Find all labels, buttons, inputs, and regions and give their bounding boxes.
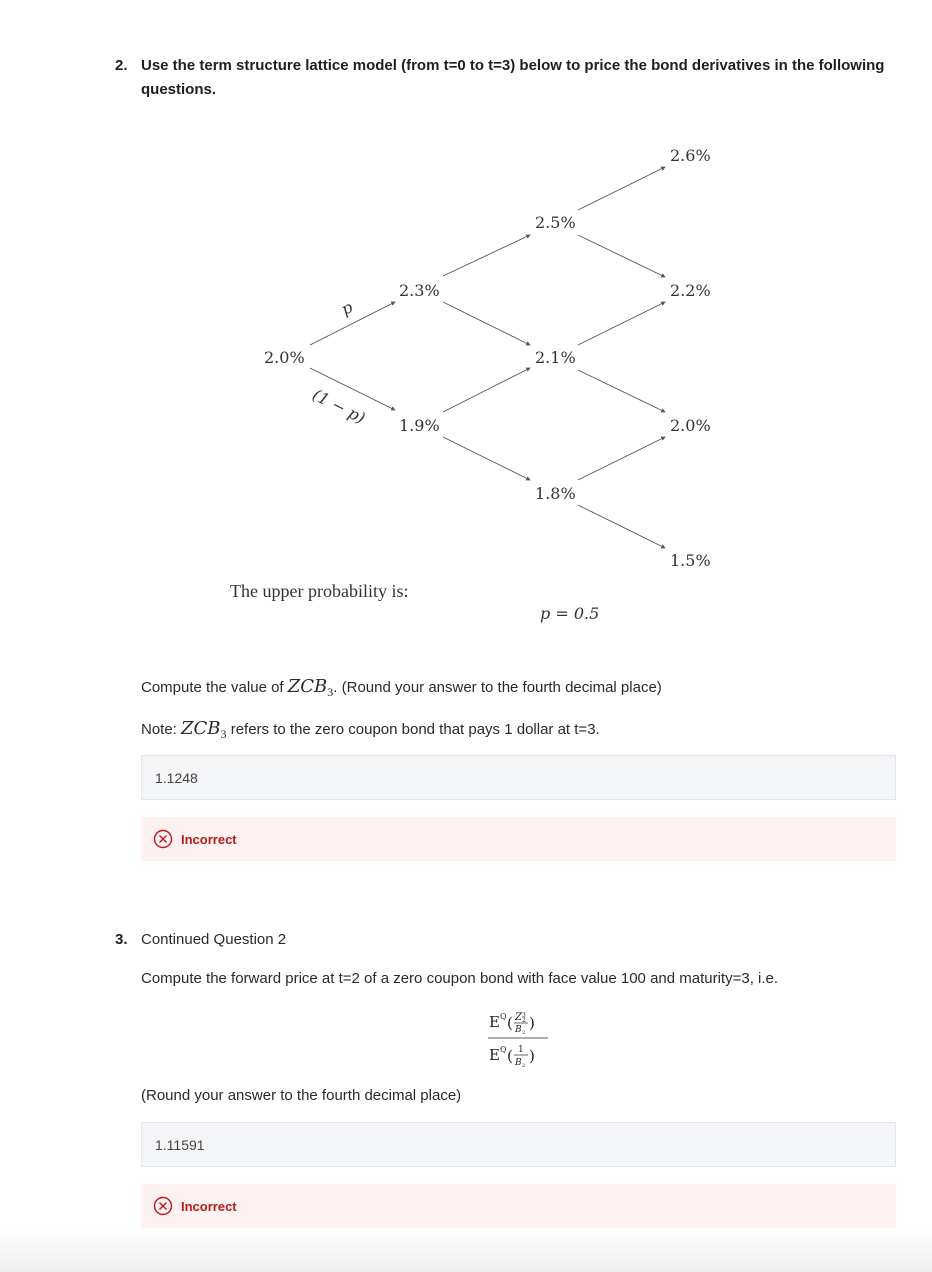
question-2-prompt — [141, 676, 662, 700]
edge-t1down-up — [443, 368, 530, 412]
prompt-zcb-subscript: 3 — [327, 685, 334, 699]
svg-text:E: E — [489, 1046, 500, 1064]
edge-t1up-up — [443, 235, 530, 276]
edge-up-probability-label: p — [338, 297, 356, 319]
svg-text:2: 2 — [522, 1017, 526, 1024]
incorrect-icon — [153, 1196, 173, 1216]
question-3-round-note: (Round your answer to the fourth decimal place) — [141, 1087, 462, 1104]
edge-t2ud-up — [578, 302, 665, 345]
edge-t1down-down — [443, 437, 530, 480]
node-t3-uud: 2.2% — [670, 281, 711, 300]
node-t3-uuu: 2.6% — [670, 146, 711, 165]
svg-text:Z: Z — [515, 1012, 522, 1023]
forward-price-formula-glyphs — [488, 1005, 552, 1073]
question-2-feedback-text: Incorrect — [181, 831, 237, 847]
node-t2-dd: 1.8% — [535, 484, 576, 503]
question-2-feedback — [141, 817, 896, 861]
question-3-number: 3. — [115, 931, 128, 948]
prompt-suffix: . (Round your answer to the fourth decimal place) — [333, 679, 662, 696]
svg-text:2: 2 — [522, 1063, 526, 1069]
question-2-title-line-2: questions. — [141, 81, 217, 98]
upper-probability-value: p = 0.5 — [540, 604, 600, 623]
edge-t2uu-up — [578, 167, 665, 210]
question-2-number: 2. — [115, 57, 128, 74]
edge-down-probability-label: (1 − p) — [309, 385, 369, 428]
node-t2-ud: 2.1% — [535, 348, 576, 367]
bottom-scroll-fade — [0, 1228, 932, 1272]
svg-text:(: ( — [507, 1047, 513, 1065]
edge-t2dd-down — [578, 505, 665, 548]
question-3-feedback-text: Incorrect — [181, 1198, 237, 1214]
edge-t1up-down — [443, 302, 530, 345]
upper-probability-label: The upper probability is: — [230, 581, 409, 601]
question-2-title-line-1: Use the term structure lattice model (from t=0 to t=3) below to price the bond derivatives in the following — [141, 57, 885, 74]
svg-text:1: 1 — [518, 1045, 524, 1055]
svg-text:3: 3 — [522, 1012, 526, 1019]
question-2-note — [141, 718, 600, 742]
node-t3-ddd: 1.5% — [670, 551, 711, 570]
node-t1-up: 2.3% — [399, 281, 440, 300]
svg-text:Q: Q — [500, 1012, 507, 1021]
prompt-zcb-symbol: ZCB — [287, 676, 328, 697]
note-zcb-symbol: ZCB — [181, 718, 221, 739]
forward-price-formula — [488, 1005, 552, 1073]
edge-t2dd-up — [578, 437, 665, 480]
svg-text:): ) — [529, 1014, 535, 1032]
question-3-feedback — [141, 1184, 896, 1228]
edge-t2uu-down — [578, 235, 665, 277]
note-prefix: Note: — [141, 721, 182, 738]
node-t3-udd: 2.0% — [670, 416, 711, 435]
node-t0: 2.0% — [264, 348, 305, 367]
svg-text:): ) — [529, 1047, 535, 1065]
note-zcb-subscript: 3 — [220, 727, 227, 741]
question-3-prompt: Compute the forward price at t=2 of a zero coupon bond with face value 100 and maturity=3, i.e. — [141, 970, 779, 987]
edge-t2ud-down — [578, 370, 665, 412]
question-3-answer-input[interactable]: 1.11591 — [141, 1122, 896, 1167]
question-2-answer-input[interactable]: 1.1248 — [141, 755, 896, 800]
note-suffix: refers to the zero coupon bond that pays 1 dollar at t=3. — [226, 721, 600, 738]
svg-text:E: E — [489, 1013, 500, 1031]
svg-text:B: B — [515, 1058, 522, 1068]
svg-text:B: B — [515, 1025, 522, 1035]
node-t2-uu: 2.5% — [535, 213, 576, 232]
incorrect-icon — [153, 829, 173, 849]
prompt-prefix: Compute the value of — [141, 679, 288, 696]
svg-text:2: 2 — [522, 1030, 526, 1036]
svg-text:(: ( — [507, 1014, 513, 1032]
question-3-title: Continued Question 2 — [141, 931, 287, 948]
svg-text:Q: Q — [500, 1045, 507, 1054]
node-t1-down: 1.9% — [399, 416, 440, 435]
